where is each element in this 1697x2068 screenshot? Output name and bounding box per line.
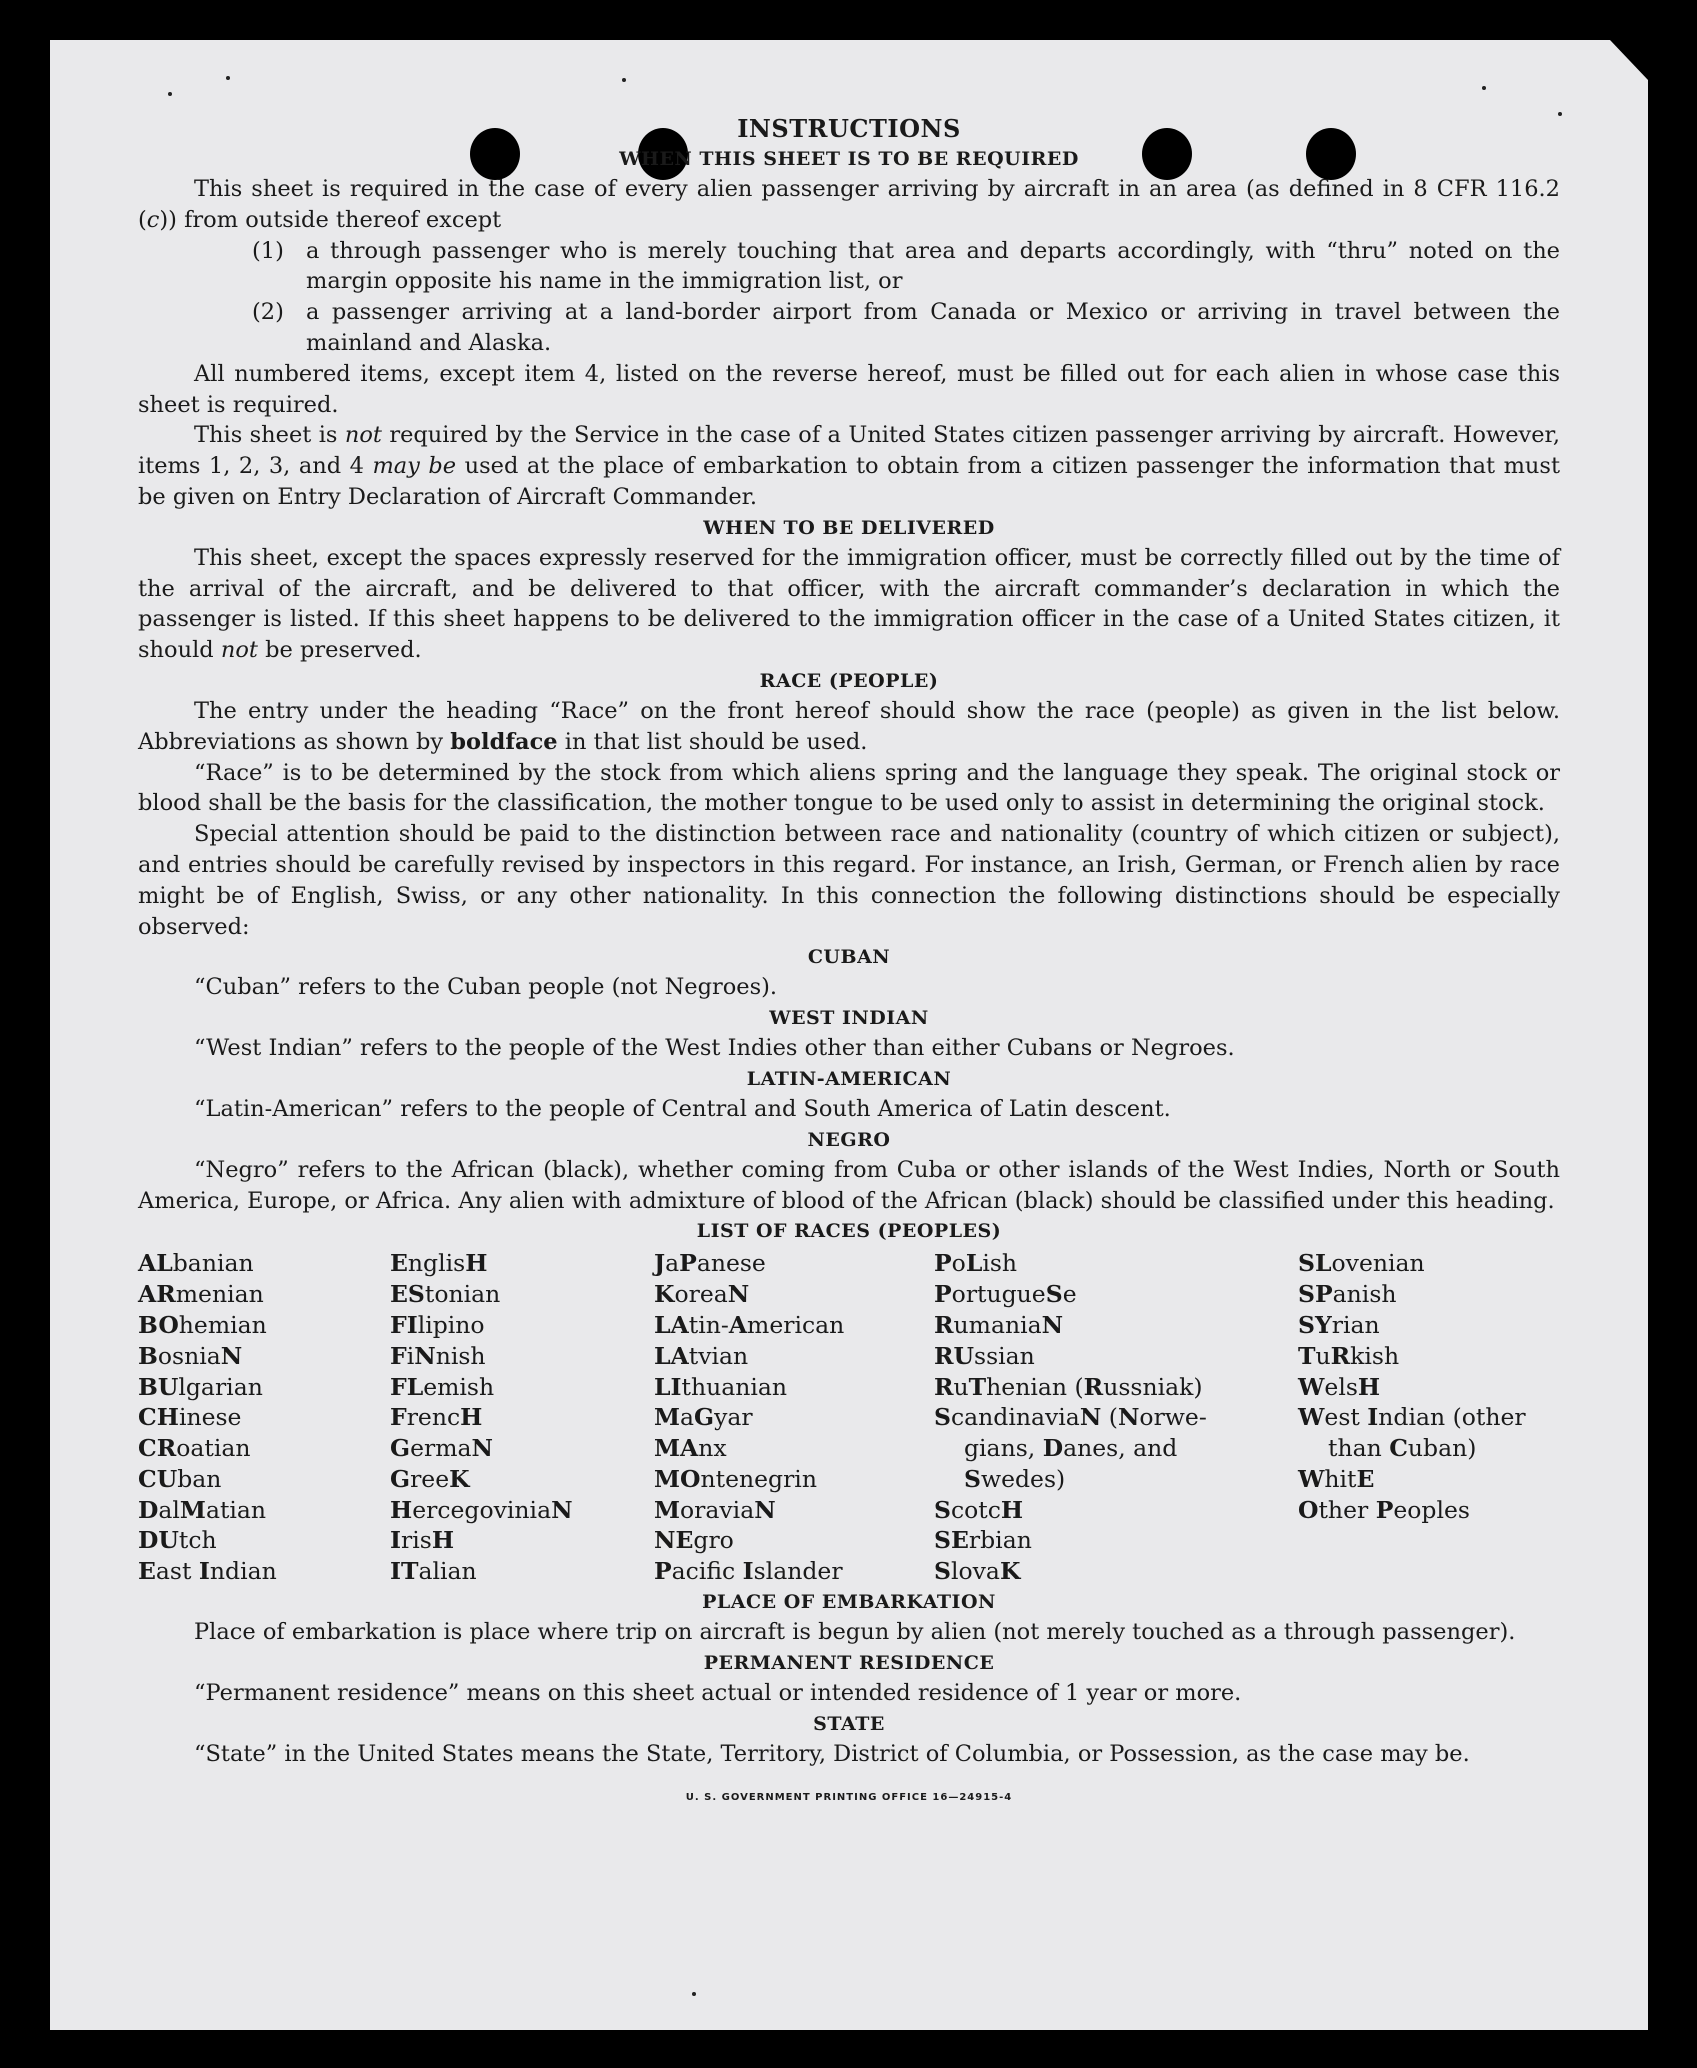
page-title: INSTRUCTIONS [737,114,961,143]
race-entry: West Indian (other [1298,1403,1526,1432]
list-item [252,236,1560,298]
race-entry: than Cuban) [1328,1434,1477,1463]
race-entry: EnglisH [390,1249,488,1278]
race-entry: ITalian [390,1557,477,1586]
section-heading: NEGRO [807,1128,891,1151]
paragraph: All numbered items, except item 4, listed on the reverse hereof, must be filled out for each alien in whose case this sheet is required. [138,360,1560,418]
race-entry: CRoatian [138,1434,251,1463]
paragraph: Special attention should be paid to the distinction between race and nationality (country of which citizen or subject), and entries should be carefully revised by inspectors in this regard. For instance, an Irish, German, or French alien by race might be of English, Swiss, or any other nationality. In this connection the following distinctions should be especially observed: [138,821,1560,940]
race-entry: TuRkish [1298,1341,1400,1370]
race-entry: MOntenegrin [654,1464,817,1493]
section-heading: CUBAN [807,946,891,969]
race-entry: SPanish [1298,1280,1397,1309]
item-text: a passenger arriving at a land-border airport from Canada or Mexico or arriving in travel between the mainland and Alaska. [306,299,1560,356]
race-column [138,1248,390,1587]
race-entry: PortugueSe [934,1280,1077,1309]
dust-speck [692,1992,696,1996]
section-heading: WHEN TO BE DELIVERED [703,516,995,539]
race-entry: BosniaN [138,1341,243,1370]
section-heading: LIST OF RACES (PEOPLES) [696,1220,1002,1243]
list-item [252,297,1560,359]
race-entry: MAnx [654,1434,727,1463]
race-entry: FrencH [390,1403,483,1432]
race-entry: MoraviaN [654,1495,776,1524]
race-entry: RuThenian (Russniak) [934,1372,1203,1401]
race-entry: GreeK [390,1464,470,1493]
race-entry: BOhemian [138,1310,267,1339]
race-entry: CUban [138,1464,222,1493]
race-entry: IrisH [390,1526,455,1555]
race-entry: LIthuanian [654,1372,788,1401]
race-entry: RumaniaN [934,1310,1064,1339]
paragraph: “West Indian” refers to the people of the West Indies other than either Cubans or Negroes. [194,1035,1235,1062]
paragraph: “Race” is to be determined by the stock from which aliens spring and the language they speak. The original stock or blood shall be the basis for the classification, the mother tongue to be used only to assist in determining the original stock. [138,759,1560,817]
race-entry: gians, Danes, and [964,1434,1178,1463]
race-entry: FiNnish [390,1341,486,1370]
race-entry: SErbian [934,1526,1032,1555]
item-number: (1) [252,237,284,264]
paragraph: “State” in the United States means the State, Territory, District of Columbia, or Possession, as the case may be. [194,1740,1470,1767]
race-entry: FLemish [390,1372,495,1401]
race-entry: Other Peoples [1298,1495,1470,1524]
race-entry: PoLish [934,1249,1018,1278]
paragraph: “Permanent residence” means on this sheet actual or intended residence of 1 year or more. [194,1679,1242,1706]
race-entry: MaGyar [654,1403,753,1432]
section-heading: PERMANENT RESIDENCE [703,1651,995,1674]
race-entry: Pacific Islander [654,1557,843,1586]
paragraph: This sheet, except the spaces expressly reserved for the immigration officer, must be correctly filled out by the time of the arrival of the aircraft, and be delivered to that officer, with the aircraft commander’s declaration in which the passenger is listed. If this sheet happens to be delivered to the immigration officer in the case of a United States citizen, it should not be preserved. [138,544,1560,664]
race-entry: RUssian [934,1341,1035,1370]
race-list [138,1248,1560,1587]
dust-speck [622,78,626,82]
race-entry: East Indian [138,1557,277,1586]
race-entry: BUlgarian [138,1372,263,1401]
race-entry: CHinese [138,1403,242,1432]
item-number: (2) [252,299,284,326]
race-entry: JaPanese [654,1249,766,1278]
section-heading: PLACE OF EMBARKATION [702,1591,996,1614]
race-entry: NEgro [654,1526,734,1555]
race-entry: ScandinaviaN (Norwe- [934,1403,1207,1432]
item-text: a through passenger who is merely touching that area and departs accordingly, with “thru” noted on the margin opposite his name in the immigration list, or [306,237,1560,295]
race-entry: DalMatian [138,1495,267,1524]
dust-speck [168,92,172,96]
paragraph: “Negro” refers to the African (black), whether coming from Cuba or other islands of the West Indies, North or South America, Europe, or Africa. Any alien with admixture of blood of the African (black) should be classified under this heading. [138,1156,1560,1214]
race-entry: WelsH [1298,1372,1381,1401]
section-heading: WEST INDIAN [769,1007,929,1030]
race-entry: LAtin-American [654,1310,845,1339]
race-entry: SlovaK [934,1557,1021,1586]
race-entry: EStonian [390,1280,501,1309]
race-column [934,1248,1298,1587]
section-heading: LATIN-AMERICAN [746,1067,952,1090]
paragraph: The entry under the heading “Race” on the front hereof should show the race (people) as given in the list below. Abbreviations as shown by boldface in that list should be used. [138,697,1560,755]
race-entry: SYrian [1298,1310,1380,1339]
race-column [654,1248,934,1587]
race-entry: ALbanian [138,1249,254,1278]
instructions-body [138,114,1560,1814]
race-entry: DUtch [138,1526,217,1555]
race-entry: HercegoviniaN [390,1495,573,1524]
paragraph: This sheet is not required by the Service in the case of a United States citizen passenger arriving by aircraft. However, items 1, 2, 3, and 4 may be used at the place of embarkation to obtain from a citizen passenger the information that must be given on Entry Declaration of Aircraft Commander. [138,422,1560,510]
race-entry: SLovenian [1298,1249,1425,1278]
race-entry: ScotcH [934,1495,1024,1524]
paragraph: “Cuban” refers to the Cuban people (not Negroes). [194,974,778,1001]
race-column [1298,1248,1560,1587]
race-entry: FIlipino [390,1310,485,1339]
race-entry: GermaN [390,1434,493,1463]
race-entry: LAtvian [654,1341,749,1370]
section-heading: RACE (PEOPLE) [759,669,939,692]
paragraph: “Latin-American” refers to the people of Central and South America of Latin descent. [194,1095,1171,1122]
race-column [390,1248,654,1587]
printer-imprint: U. S. GOVERNMENT PRINTING OFFICE 16—24915-4 [685,1792,1013,1804]
race-entry: Swedes) [964,1464,1066,1493]
paragraph: This sheet is required in the case of every alien passenger arriving by aircraft in an area (as defined in 8 CFR 116.2 (c)) from outside thereof except [138,176,1560,233]
race-entry: WhitE [1298,1464,1375,1493]
dust-speck [1482,86,1486,90]
race-entry: KoreaN [654,1280,750,1309]
paragraph: Place of embarkation is place where trip on aircraft is begun by alien (not merely touched as a through passenger). [194,1619,1516,1646]
section-heading: STATE [813,1712,885,1735]
section-heading: WHEN THIS SHEET IS TO BE REQUIRED [619,148,1079,170]
race-entry: ARmenian [138,1280,264,1309]
dust-speck [226,76,230,80]
